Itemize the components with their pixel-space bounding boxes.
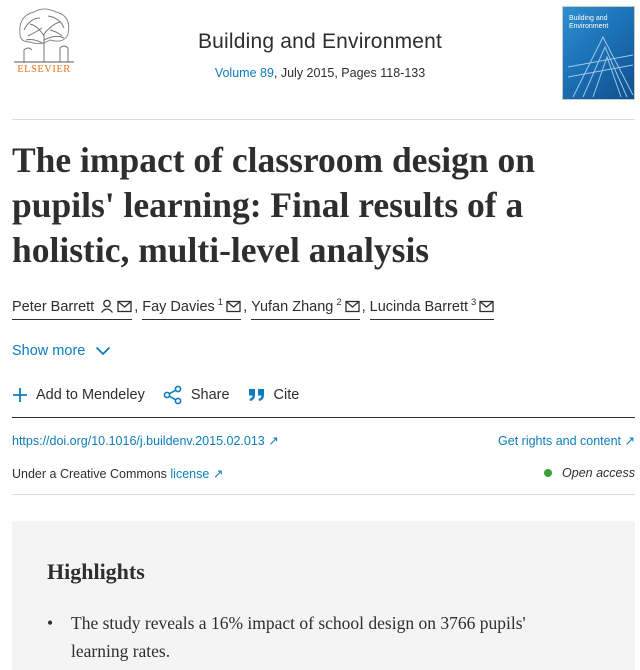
open-access-dot-icon (544, 469, 552, 477)
author-lucinda-barrett[interactable] (370, 296, 495, 320)
email-icon (226, 300, 241, 313)
author-list (12, 296, 494, 320)
email-icon (479, 300, 494, 313)
info-divider (12, 494, 635, 495)
author-separator: , (361, 299, 366, 315)
author-separator: , (134, 299, 139, 315)
cite-label: Cite (273, 387, 300, 403)
volume-info (150, 66, 490, 80)
author-name: Fay Davies (142, 299, 215, 315)
license-link-label: license (170, 467, 210, 481)
license-notice (12, 466, 223, 481)
highlight-item (47, 609, 567, 665)
email-icon (117, 300, 132, 313)
publisher-name: ELSEVIER (17, 64, 71, 75)
show-more-button[interactable] (12, 343, 111, 359)
author-name: Yufan Zhang (251, 299, 334, 315)
highlight-text: The study reveals a 16% impact of school design on 3766 pupils' learning rates. (71, 613, 526, 661)
journal-header (0, 0, 640, 120)
open-access-label: Open access (562, 466, 635, 480)
author-fay-davies[interactable] (142, 296, 241, 320)
cover-title: Building and Environment (569, 15, 609, 30)
chevron-down-icon (95, 346, 111, 356)
cite-button[interactable] (248, 387, 300, 403)
mendeley-label: Add to Mendeley (36, 387, 145, 403)
email-icon (345, 300, 360, 313)
article-actions (12, 385, 317, 405)
header-divider (12, 119, 635, 120)
external-link-icon: ↗ (268, 434, 279, 448)
journal-title[interactable]: Building and Environment (197, 30, 443, 53)
doi-link[interactable] (12, 433, 279, 448)
highlights-heading: Highlights (47, 559, 145, 584)
person-icon (100, 299, 114, 313)
issue-pages: , July 2015, Pages 118-133 (273, 66, 426, 80)
open-access-badge (544, 466, 635, 480)
bullet-icon: • (47, 613, 54, 633)
license-link[interactable] (170, 467, 223, 481)
author-separator: , (243, 299, 248, 315)
share-button[interactable] (163, 385, 230, 405)
rights-label: Get rights and content (498, 434, 622, 448)
share-label: Share (190, 387, 230, 403)
article-title: The impact of classroom design on pupils' learning: Final results of a holistic, multi-level analysis (12, 140, 535, 270)
author-yufan-zhang[interactable] (251, 296, 360, 320)
volume-link[interactable]: Volume 89 (214, 66, 274, 80)
plus-icon (12, 387, 28, 403)
author-peter-barrett[interactable] (12, 296, 132, 320)
author-name: Lucinda Barrett (369, 299, 469, 315)
affiliation-number: 2 (336, 297, 342, 308)
share-icon (163, 385, 183, 405)
affiliation-number: 1 (217, 297, 224, 308)
add-to-mendeley-button[interactable] (12, 387, 145, 403)
author-name: Peter Barrett (12, 299, 95, 315)
license-prefix: Under a Creative Commons (12, 467, 171, 481)
journal-cover-image[interactable] (562, 6, 635, 100)
external-link-icon: ↗ (624, 434, 635, 448)
get-rights-link[interactable] (498, 433, 635, 448)
show-more-label: Show more (12, 343, 86, 359)
doi-text: https://doi.org/10.1016/j.buildenv.2015.02.013 (12, 434, 265, 448)
quote-icon (248, 387, 266, 403)
highlights-section (12, 521, 635, 670)
actions-divider (12, 417, 635, 418)
external-link-icon: ↗ (212, 467, 224, 481)
affiliation-number: 3 (471, 297, 477, 308)
